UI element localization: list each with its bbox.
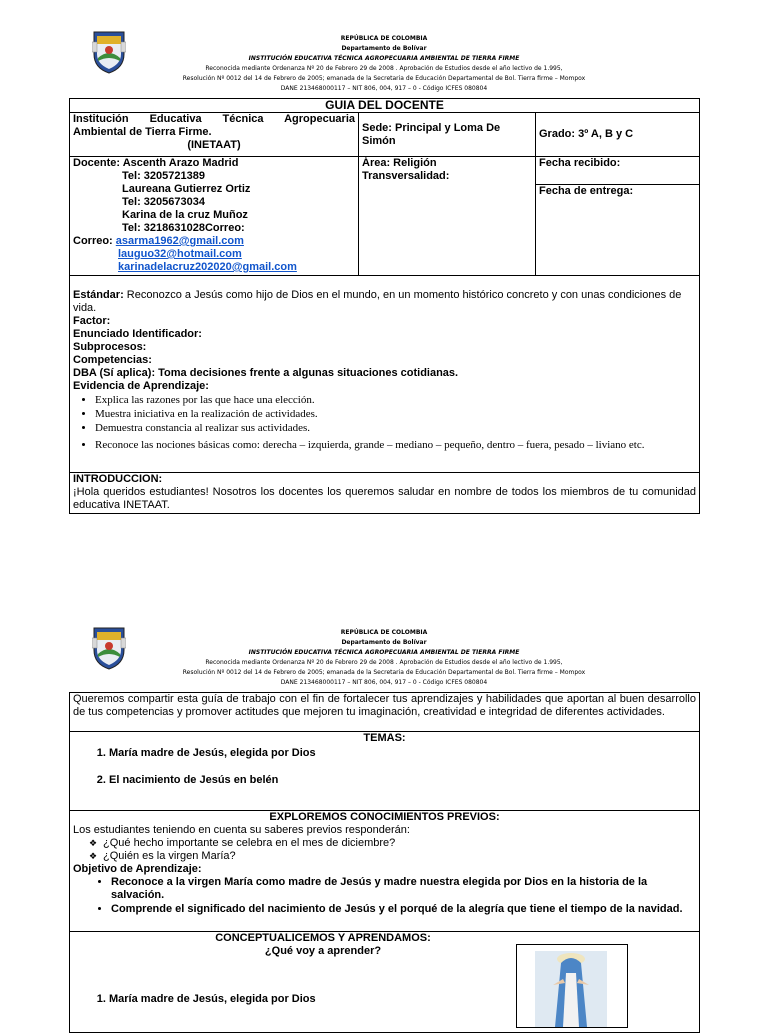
correo-label: Correo:	[73, 235, 116, 247]
evidencia-label: Evidencia de Aprendizaje:	[73, 380, 209, 392]
pregunta-item: ❖ ¿Quién es la virgen María?	[103, 850, 696, 863]
teachers-cell	[70, 157, 359, 276]
subprocesos-label: Subprocesos:	[73, 341, 147, 353]
email-link-1[interactable]: asarma1962@gmail.com	[115, 235, 244, 247]
email-row-1	[73, 235, 355, 248]
docente-label: Docente: Ascenth Arazo Madrid	[73, 157, 239, 169]
competencias-label: Competencias:	[73, 354, 152, 366]
header-dane: DANE 213468000117 – NIT 806, 004, 917 – 0 - Código ICFES 080804	[280, 679, 488, 686]
intro-continued: Queremos compartir esta guía de trabajo con el fin de fortalecer tus aprendizajes y habilidades que aportan al buen desarrollo de tus competencias y promover actitudes que mejoren tu imaginación, creatividad e integridad de diferentes actividades.	[70, 693, 700, 732]
intro-text: ¡Hola queridos estudiantes! Nosotros los docentes los queremos saludar en nombre de todos los miembros de tu comunidad educativa INETAAT.	[73, 486, 697, 511]
exploremos-text: Los estudiantes teniendo en cuenta su saberes previos responderán:	[73, 824, 410, 836]
institution-name: Institución Educativa Técnica Agropecuaria Ambiental de Tierra Firme.	[73, 113, 355, 138]
standards-cell	[70, 276, 700, 473]
header-department: Departamento de Bolívar	[341, 639, 427, 646]
grado-cell: Grado: 3º A, B y C	[536, 113, 700, 157]
transversalidad-label: Transversalidad:	[362, 170, 450, 182]
temas-cell	[70, 732, 700, 811]
area-cell	[359, 157, 536, 276]
area-label: Área: Religión	[362, 157, 437, 169]
temas-title: TEMAS:	[363, 732, 406, 744]
exploremos-title: EXPLOREMOS CONOCIMIENTOS PREVIOS:	[269, 811, 500, 823]
estandar-label: Estándar:	[73, 289, 124, 301]
header-institution: INSTITUCIÓN EDUCATIVA TÉCNICA AGROPECUARIA AMBIENTAL DE TIERRA FIRME	[248, 55, 520, 62]
tema-item: 2. El nacimiento de Jesús en belén	[109, 773, 696, 787]
email-row-2	[73, 248, 355, 261]
exploremos-cell	[70, 811, 700, 932]
dba-label: DBA (Sí aplica): Toma decisiones frente a algunas situaciones cotidianas.	[73, 367, 459, 379]
fecha-entrega-cell: Fecha de entrega:	[536, 185, 700, 276]
evidence-item: • Reconoce las nociones básicas como: derecha – izquierda, grande – mediano – pequeño, dentro – fuera, pesado – liviano etc.	[95, 435, 696, 455]
objetivo-item: • Comprende el significado del nacimiento de Jesús y el porqué de la alegría que tiene el tiempo de la navidad.	[111, 903, 696, 916]
virgin-mary-image	[516, 944, 628, 1028]
objetivo-item: • Reconoce a la virgen María como madre de Jesús y madre nuestra elegida por Dios en la historia de la salvación.	[111, 876, 696, 902]
page2-letterhead	[0, 628, 768, 688]
sede-cell: Sede: Principal y Loma De Simón	[359, 113, 536, 157]
teacher-phone-3: Tel: 3218631028Correo:	[122, 222, 245, 234]
header-resolution: Resolución Nº 0012 del 14 de Febrero de 2005; emanada de la Secretaria de Educación Departamental de Bol. Tierra firme – Mompox	[182, 669, 586, 676]
fecha-recibido-cell: Fecha recibido:	[536, 157, 700, 185]
teacher-phone-1: Tel: 3205721389	[122, 170, 205, 182]
intro-title: INTRODUCCION:	[73, 473, 163, 485]
page1-letterhead	[0, 34, 768, 94]
email-link-2[interactable]: lauguo32@hotmail.com	[118, 248, 242, 260]
estandar-text: Reconozco a Jesús como hijo de Dios en el mundo, en un momento histórico concreto y con unas condiciones de vida.	[73, 289, 682, 314]
evidence-item: • Muestra iniciativa en la realización de actividades.	[95, 407, 696, 421]
email-link-3[interactable]: karinadelacruz202020@gmail.com	[118, 261, 297, 273]
header-resolution: Resolución Nº 0012 del 14 de Febrero de 2005; emanada de la Secretaria de Educación Departamental de Bol. Tierra firme – Mompox	[182, 75, 586, 82]
evidence-item: • Explica las razones por las que hace una elección.	[95, 393, 696, 407]
header-dane: DANE 213468000117 – NIT 806, 004, 917 – 0 - Código ICFES 080804	[280, 85, 488, 92]
temas-list	[73, 746, 696, 787]
header-ordinance: Reconocida mediante Ordenanza Nº 20 de Febrero 29 de 2008 . Aprobación de Estudios desde el año lectivo de 1.995,	[205, 659, 563, 666]
evidence-list	[73, 393, 696, 455]
email-row-3	[73, 261, 355, 274]
preguntas-list	[73, 837, 696, 863]
que-voy-aprender: ¿Qué voy a aprender?	[264, 945, 382, 957]
institution-acronym: (INETAAT)	[187, 139, 241, 151]
tema-item: 1. María madre de Jesús, elegida por Dios	[109, 746, 696, 760]
header-institution: INSTITUCIÓN EDUCATIVA TÉCNICA AGROPECUARIA AMBIENTAL DE TIERRA FIRME	[248, 649, 520, 656]
evidence-item: • Demuestra constancia al realizar sus actividades.	[95, 421, 696, 435]
header-country: REPÚBLICA DE COLOMBIA	[340, 629, 428, 636]
estandar-row	[73, 289, 696, 315]
concept-item: 1. María madre de Jesús, elegida por Dios	[109, 992, 696, 1006]
teacher-phone-2: Tel: 3205673034	[122, 196, 205, 208]
header-ordinance: Reconocida mediante Ordenanza Nº 20 de Febrero 29 de 2008 . Aprobación de Estudios desde el año lectivo de 1.995,	[205, 65, 563, 72]
objetivos-list	[73, 876, 696, 916]
conceptualicemos-title: CONCEPTUALICEMOS Y APRENDAMOS:	[215, 932, 431, 944]
enunciado-label: Enunciado Identificador:	[73, 328, 202, 340]
header-department: Departamento de Bolívar	[341, 45, 427, 52]
pregunta-item: ❖ ¿Qué hecho importante se celebra en el mes de diciembre?	[103, 837, 696, 850]
institution-cell	[70, 113, 359, 157]
factor-label: Factor:	[73, 315, 111, 327]
teacher-guide-table	[69, 98, 700, 514]
teacher-name-3: Karina de la cruz Muñoz	[122, 209, 248, 221]
guide-title: GUIA DEL DOCENTE	[70, 99, 700, 113]
teacher-name-2: Laureana Gutierrez Ortiz	[122, 183, 251, 195]
intro-cell	[70, 473, 700, 514]
header-country: REPÚBLICA DE COLOMBIA	[340, 35, 428, 42]
objetivo-title: Objetivo de Aprendizaje:	[73, 863, 202, 875]
